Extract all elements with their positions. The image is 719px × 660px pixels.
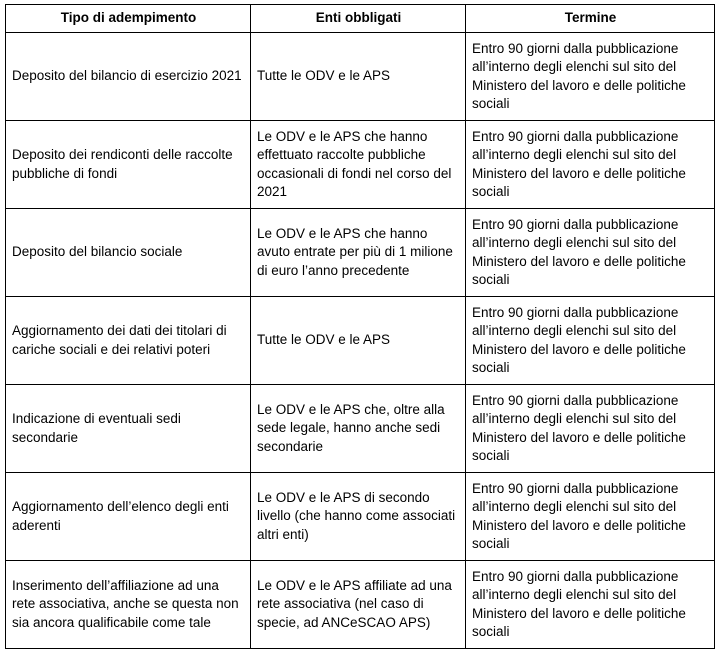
cell-text: Tutte le ODV e le APS [257,332,391,348]
cell-text: Aggiornamento dell’elenco degli enti aderenti [12,499,229,533]
cell-adempimento [6,209,251,297]
cell-adempimento [6,561,251,649]
cell-enti [251,33,466,121]
cell-termine [466,121,715,209]
cell-enti [251,297,466,385]
cell-text: Entro 90 giorni dalla pubblicazione all’interno degli elenchi sul sito del Ministero del lavoro e delle politiche sociali [472,393,686,463]
table-row [6,33,715,121]
cell-text: Entro 90 giorni dalla pubblicazione all’interno degli elenchi sul sito del Ministero del lavoro e delle politiche sociali [472,481,686,551]
cell-text: Deposito del bilancio di esercizio 2021 [12,68,242,84]
cell-enti [251,209,466,297]
cell-termine [466,209,715,297]
column-header-termine: Termine [466,5,715,33]
cell-text: Aggiornamento dei dati dei titolari di cariche sociali e dei relativi poteri [12,323,227,357]
cell-termine [466,33,715,121]
column-header-enti: Enti obbligati [251,5,466,33]
table-row [6,209,715,297]
cell-text: Indicazione di eventuali sedi secondarie [12,411,181,445]
cell-adempimento [6,385,251,473]
cell-adempimento [6,297,251,385]
cell-termine [466,385,715,473]
cell-adempimento [6,473,251,561]
cell-adempimento [6,33,251,121]
cell-termine [466,561,715,649]
cell-text: Deposito dei rendiconti delle raccolte pubbliche di fondi [12,147,233,181]
table-row [6,561,715,649]
cell-enti [251,385,466,473]
cell-text: Entro 90 giorni dalla pubblicazione all’interno degli elenchi sul sito del Ministero del lavoro e delle politiche sociali [472,129,686,199]
cell-text: Le ODV e le APS di secondo livello (che hanno come associati altri enti) [257,490,456,542]
cell-enti [251,561,466,649]
cell-text: Inserimento dell’affiliazione ad una rete associativa, anche se questa non sia ancora qualificabile come tale [12,578,239,630]
table-header-row [6,5,715,33]
cell-enti [251,473,466,561]
table-body [6,33,715,649]
cell-text: Le ODV e le APS che hanno effettuato raccolte pubbliche occasionali di fondi nel corso del 2021 [257,129,452,199]
cell-text: Entro 90 giorni dalla pubblicazione all’interno degli elenchi sul sito del Ministero del lavoro e delle politiche sociali [472,305,686,375]
table-row [6,121,715,209]
cell-text: Le ODV e le APS affiliate ad una rete associativa (nel caso di specie, ad ANCeSCAO APS) [257,578,452,630]
cell-text: Le ODV e le APS che hanno avuto entrate per più di 1 milione di euro l’anno precedente [257,226,453,278]
table-header [6,5,715,33]
cell-text: Le ODV e le APS che, oltre alla sede legale, hanno anche sedi secondarie [257,402,445,454]
cell-enti [251,121,466,209]
cell-text: Entro 90 giorni dalla pubblicazione all’interno degli elenchi sul sito del Ministero del lavoro e delle politiche sociali [472,41,686,111]
table-row [6,473,715,561]
cell-termine [466,297,715,385]
cell-termine [466,473,715,561]
cell-text: Deposito del bilancio sociale [12,244,183,260]
table-row [6,385,715,473]
compliance-table [5,4,715,649]
column-header-adempimento: Tipo di adempimento [6,5,251,33]
table-row [6,297,715,385]
cell-adempimento [6,121,251,209]
cell-text: Entro 90 giorni dalla pubblicazione all’interno degli elenchi sul sito del Ministero del lavoro e delle politiche sociali [472,217,686,287]
cell-text: Tutte le ODV e le APS [257,68,391,84]
cell-text: Entro 90 giorni dalla pubblicazione all’interno degli elenchi sul sito del Ministero del lavoro e delle politiche sociali [472,569,686,639]
